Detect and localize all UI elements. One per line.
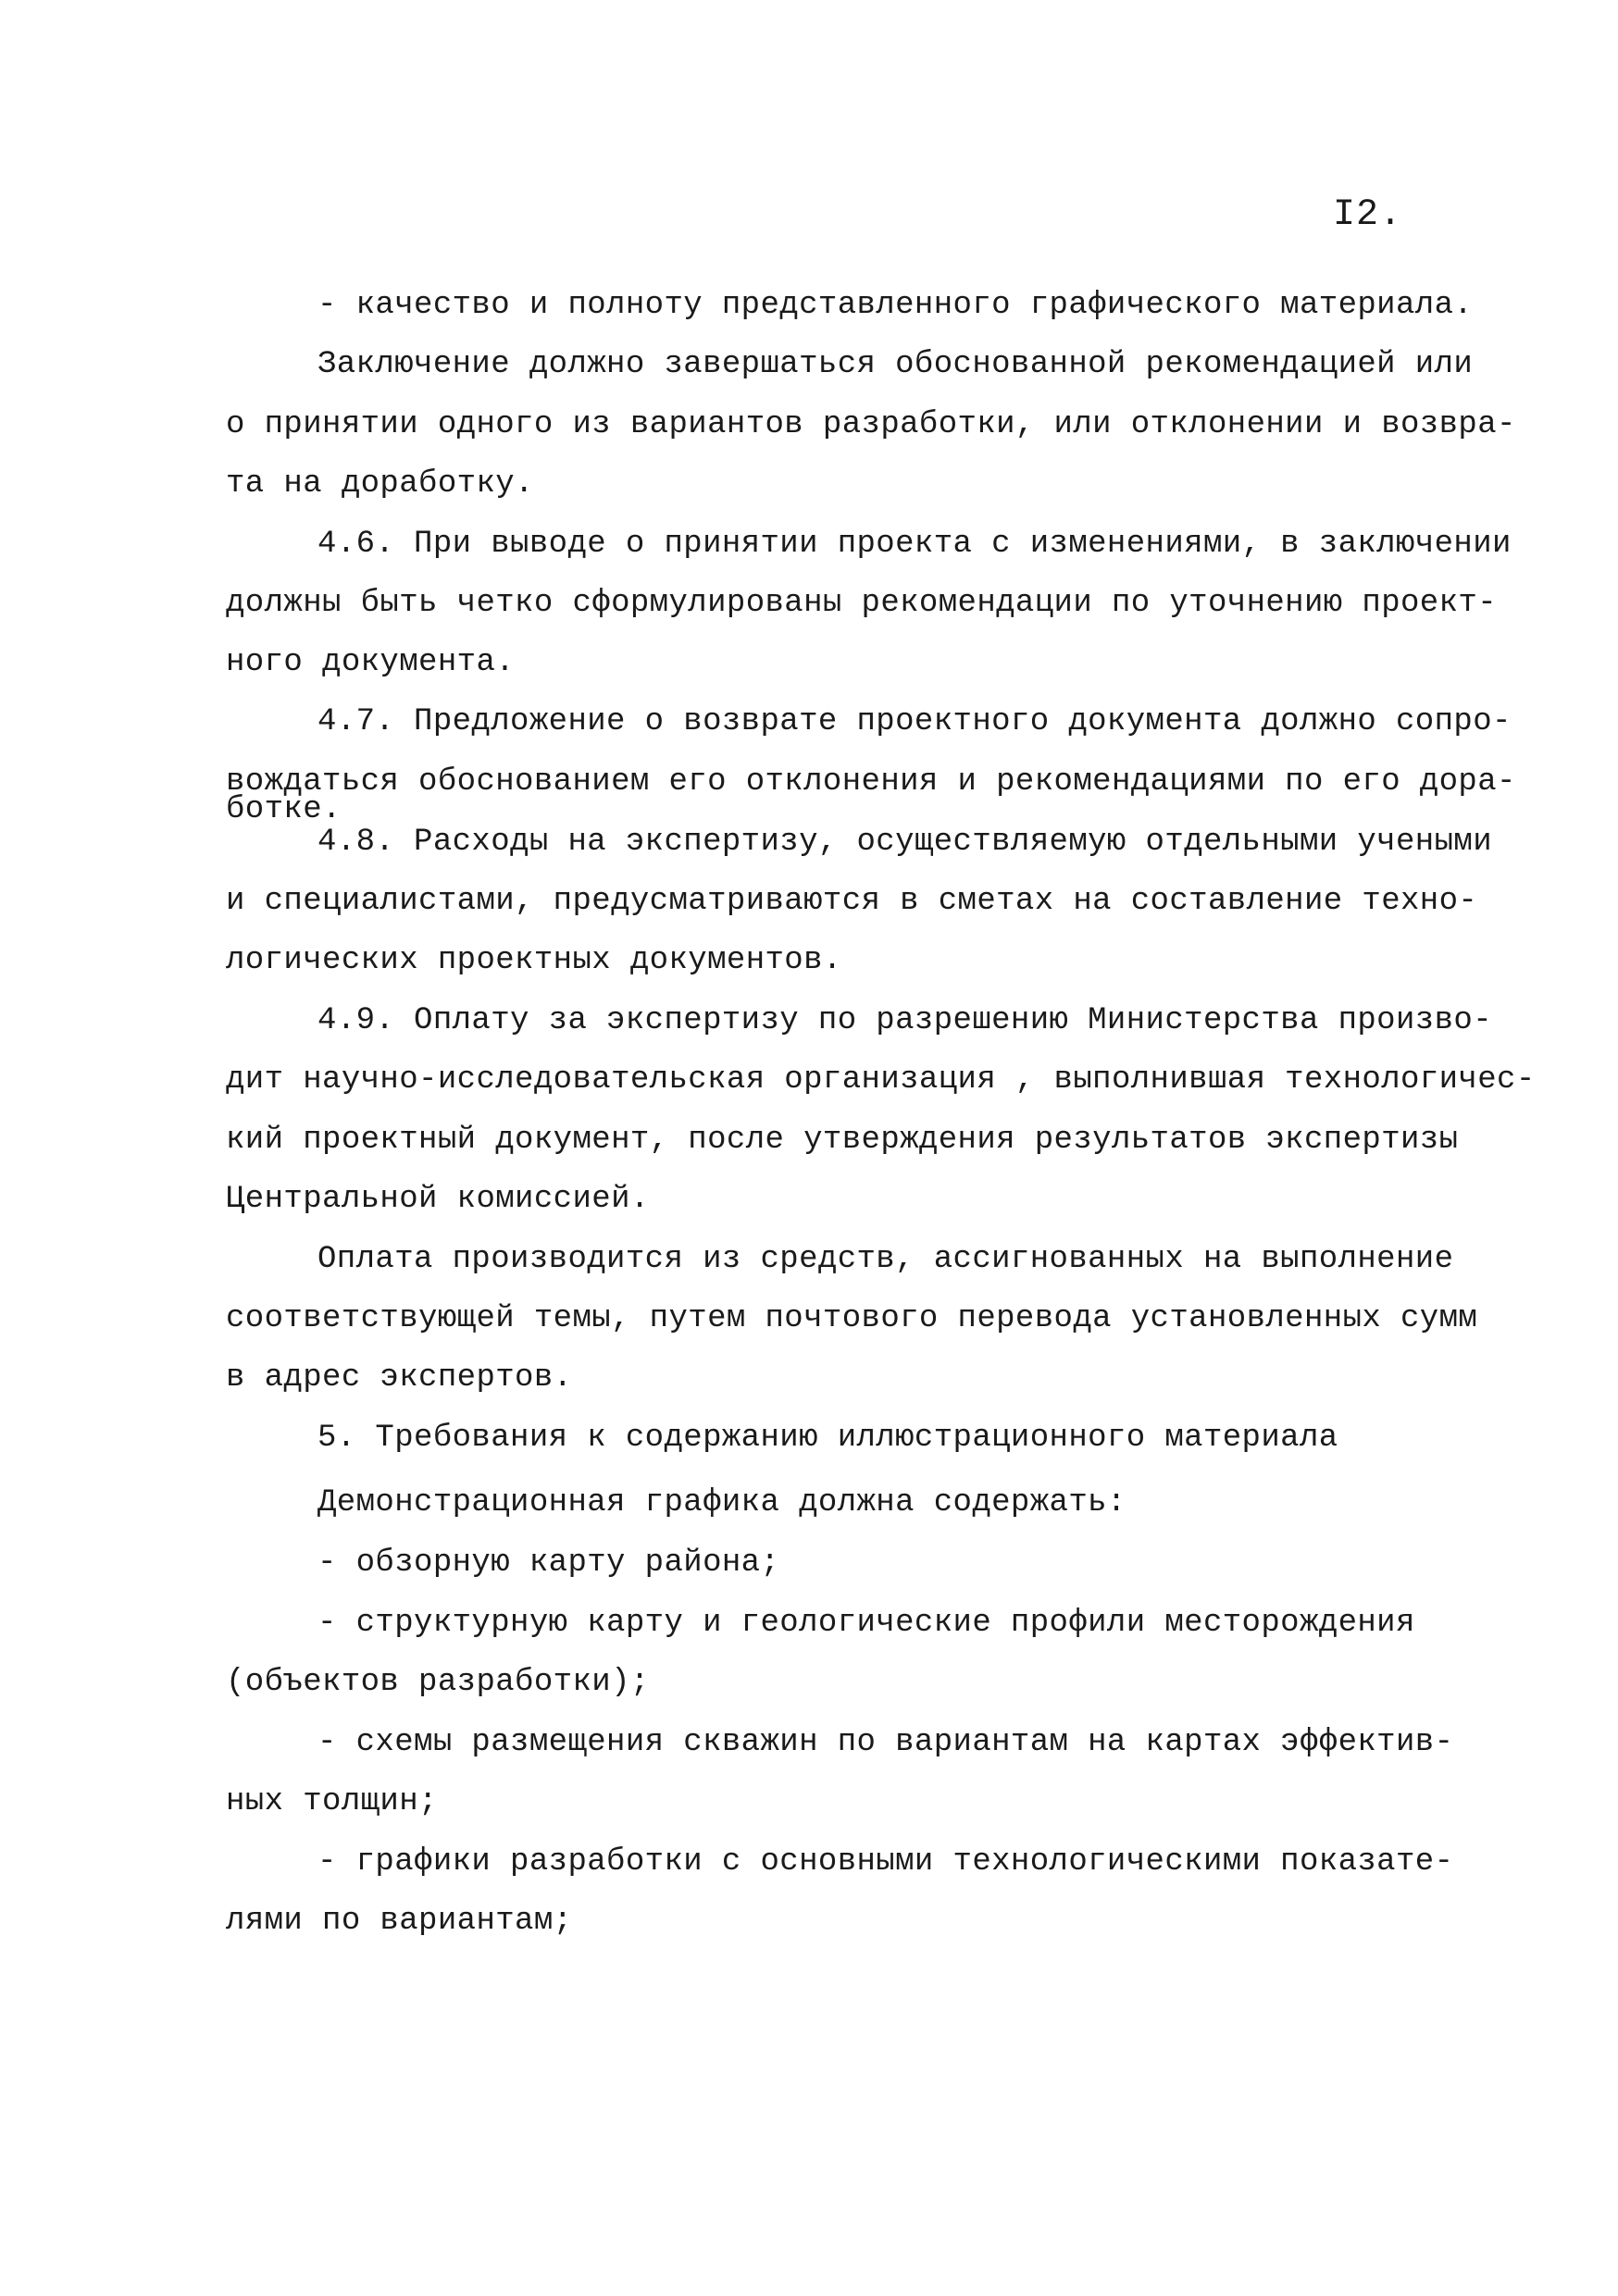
text-line: Заключение должно завершаться обоснованной рекомендацией или (317, 347, 1474, 382)
text-line: 4.8. Расходы на экспертизу, осуществляемую отдельными учеными (317, 825, 1493, 860)
text-line: 4.7. Предложение о возврате проектного документа должно сопро- (317, 704, 1512, 739)
text-line: та на доработку. (226, 466, 534, 502)
text-line: и специалистами, предусматриваются в сметах на составление техно- (226, 884, 1478, 919)
text-line: - схемы размещения скважин по вариантам на картах эффектив- (317, 1725, 1454, 1760)
text-line: кий проектный документ, после утверждения результатов экспертизы (226, 1123, 1459, 1158)
text-line: ботке. (226, 792, 342, 827)
text-line: логических проектных документов. (226, 943, 842, 978)
text-line: Демонстрационная графика должна содержать: (317, 1485, 1126, 1520)
text-line: о принятии одного из вариантов разработки, или отклонении и возвра- (226, 407, 1516, 442)
text-line: вождаться обоснованием его отклонения и рекомендациями по его дора- (226, 764, 1516, 800)
text-line: ных толщин; (226, 1784, 438, 1819)
text-line: ного документа. (226, 645, 516, 680)
text-line: должны быть четко сформулированы рекомендации по уточнению проект- (226, 586, 1498, 621)
text-line: 4.6. При выводе о принятии проекта с изменениями, в заключении (317, 527, 1512, 562)
text-line: - графики разработки с основными технологическими показате- (317, 1844, 1454, 1880)
text-line: (объектов разработки); (226, 1665, 650, 1700)
text-line: - структурную карту и геологические профили месторождения (317, 1606, 1415, 1641)
text-line: 4.9. Оплату за экспертизу по разрешению Министерства произво- (317, 1003, 1493, 1038)
text-line: Центральной комиссией. (226, 1182, 650, 1217)
section-heading: 5. Требования к содержанию иллюстрационного материала (317, 1421, 1338, 1456)
page-number: I2. (1333, 194, 1403, 236)
text-line: в адрес экспертов. (226, 1360, 573, 1396)
text-line: дит научно-исследовательская организация , выполнившая технологичес- (226, 1062, 1536, 1098)
text-line: соответствующей темы, путем почтового перевода установленных сумм (226, 1301, 1478, 1336)
text-line: - качество и полноту представленного графического материала. (317, 288, 1474, 323)
text-line: Оплата производится из средств, ассигнованных на выполнение (317, 1242, 1454, 1277)
text-line: лями по вариантам; (226, 1904, 573, 1939)
text-line: - обзорную карту района; (317, 1545, 780, 1581)
